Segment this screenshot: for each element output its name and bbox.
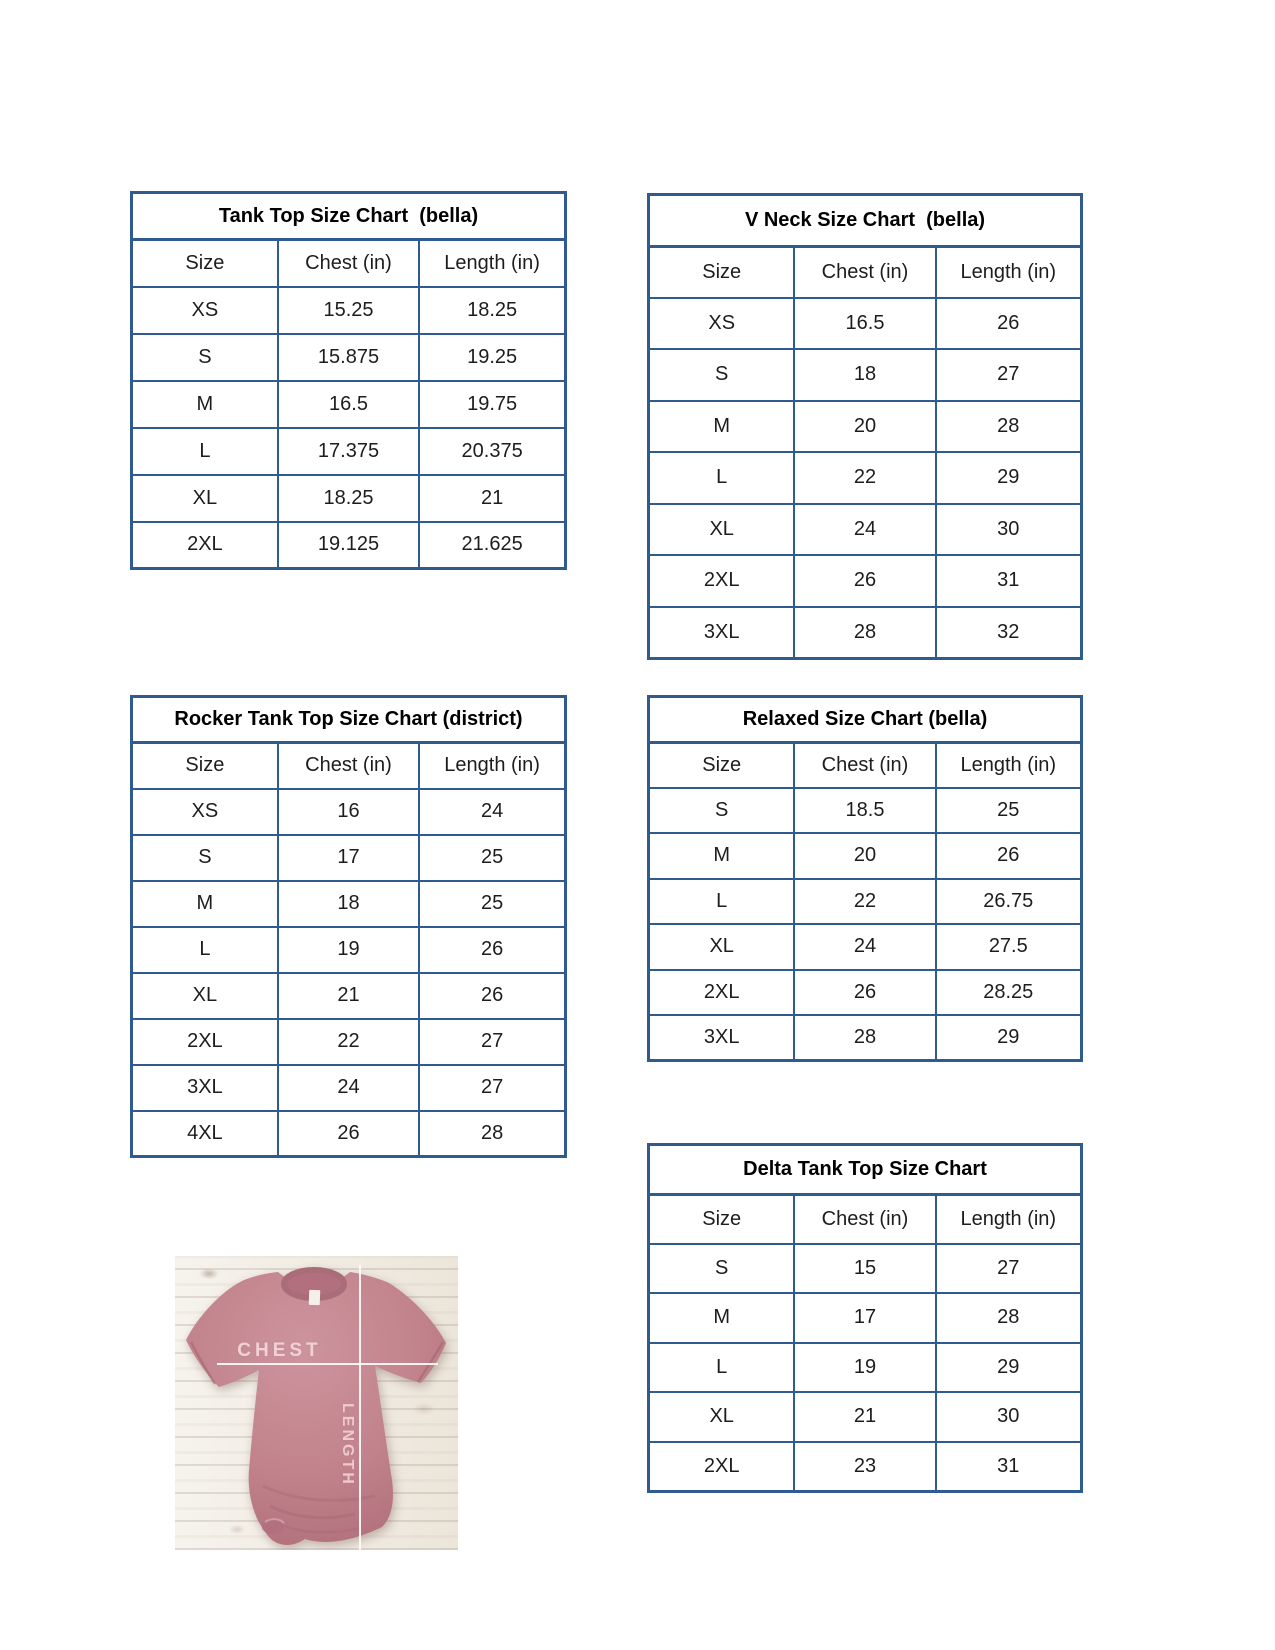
table-row [649, 1392, 1082, 1442]
size-cell: S [132, 835, 278, 881]
table-row [132, 835, 566, 881]
table-title: Rocker Tank Top Size Chart (district) [130, 695, 567, 741]
length-label: LENGTH [339, 1403, 357, 1487]
size-cell: S [132, 334, 278, 381]
v-neck-grid-container [647, 245, 1083, 660]
care-label [309, 1290, 321, 1305]
length-value-cell: 19.25 [419, 334, 565, 381]
chest-value-cell: 23 [794, 1442, 935, 1492]
size-header: Size [649, 742, 795, 788]
length-value-cell: 26.75 [936, 879, 1082, 925]
chest-value-cell: 18 [794, 349, 935, 401]
size-cell: 2XL [649, 1442, 795, 1492]
length-value-cell: 26 [936, 298, 1082, 350]
size-cell: XL [649, 1392, 795, 1442]
length-value-cell: 28 [936, 1293, 1082, 1343]
size-cell: S [649, 1244, 795, 1294]
size-cell: L [132, 428, 278, 475]
chest-value-cell: 24 [794, 504, 935, 556]
length-value-cell: 18.25 [419, 287, 565, 334]
size-cell: 2XL [132, 522, 278, 569]
chest-value-cell: 26 [794, 555, 935, 607]
rocker-grid-container [130, 741, 567, 1158]
length-value-cell: 30 [936, 504, 1082, 556]
size-cell: M [649, 1293, 795, 1343]
chest-value-cell: 18 [278, 881, 419, 927]
chest-header: Chest (in) [794, 742, 935, 788]
length-value-cell: 27 [419, 1019, 565, 1065]
length-value-cell: 26 [936, 833, 1082, 879]
chest-value-cell: 19 [278, 927, 419, 973]
table-title: Relaxed Size Chart (bella) [647, 695, 1083, 741]
v-neck-grid [647, 245, 1083, 660]
chest-header: Chest (in) [794, 246, 935, 298]
size-header: Size [132, 743, 278, 789]
size-cell: S [649, 349, 795, 401]
size-cell: XL [649, 504, 795, 556]
tshirt-graphic [175, 1256, 458, 1550]
length-value-cell: 26 [419, 927, 565, 973]
size-header: Size [649, 1194, 795, 1244]
chest-value-cell: 15 [794, 1244, 935, 1294]
length-header: Length (in) [419, 240, 565, 287]
length-value-cell: 20.375 [419, 428, 565, 475]
length-value-cell: 24 [419, 789, 565, 835]
size-cell: L [649, 879, 795, 925]
size-cell: L [649, 1343, 795, 1393]
v-neck-size-chart-table [647, 193, 1083, 660]
length-value-cell: 21.625 [419, 522, 565, 569]
chest-value-cell: 18.5 [794, 788, 935, 834]
table-row [649, 1442, 1082, 1492]
table-row [649, 401, 1082, 453]
chest-value-cell: 20 [794, 833, 935, 879]
table-row [649, 833, 1082, 879]
header-row [649, 246, 1082, 298]
size-header: Size [649, 246, 795, 298]
delta-tank-top-grid [647, 1193, 1083, 1493]
table-row [649, 555, 1082, 607]
tank-top-grid [130, 238, 567, 570]
table-row [132, 287, 566, 334]
length-value-cell: 29 [936, 1015, 1082, 1061]
length-value-cell: 29 [936, 452, 1082, 504]
table-row [132, 1019, 566, 1065]
table-row [649, 1343, 1082, 1393]
chest-value-cell: 16 [278, 789, 419, 835]
tshirt-body [186, 1270, 446, 1545]
table-row [132, 881, 566, 927]
table-row [132, 927, 566, 973]
chest-value-cell: 24 [794, 924, 935, 970]
size-cell: 3XL [132, 1065, 278, 1111]
table-row [132, 522, 566, 569]
chest-value-cell: 21 [278, 973, 419, 1019]
size-header: Size [132, 240, 278, 287]
header-row [132, 240, 566, 287]
chest-value-cell: 16.5 [794, 298, 935, 350]
chest-header: Chest (in) [278, 743, 419, 789]
size-cell: XL [132, 973, 278, 1019]
tank-top-grid-container [130, 238, 567, 570]
chest-value-cell: 17.375 [278, 428, 419, 475]
header-row [132, 743, 566, 789]
length-value-cell: 25 [419, 881, 565, 927]
chest-value-cell: 21 [794, 1392, 935, 1442]
chest-header: Chest (in) [278, 240, 419, 287]
length-value-cell: 32 [936, 607, 1082, 659]
length-value-cell: 19.75 [419, 381, 565, 428]
length-value-cell: 25 [419, 835, 565, 881]
size-cell: XS [132, 789, 278, 835]
table-row [132, 973, 566, 1019]
length-value-cell: 29 [936, 1343, 1082, 1393]
table-row [649, 452, 1082, 504]
chest-value-cell: 28 [794, 607, 935, 659]
length-value-cell: 31 [936, 1442, 1082, 1492]
header-row [649, 742, 1082, 788]
rocker-tank-top-size-chart-table [130, 695, 567, 1158]
table-row [132, 1111, 566, 1157]
length-value-cell: 26 [419, 973, 565, 1019]
chest-label: CHEST [237, 1339, 322, 1361]
chest-value-cell: 17 [278, 835, 419, 881]
table-row [649, 1293, 1082, 1343]
table-title: Tank Top Size Chart (bella) [130, 191, 567, 238]
size-cell: M [649, 401, 795, 453]
length-value-cell: 31 [936, 555, 1082, 607]
size-cell: 4XL [132, 1111, 278, 1157]
length-value-cell: 27 [936, 1244, 1082, 1294]
table-row [649, 298, 1082, 350]
table-row [132, 334, 566, 381]
chest-value-cell: 17 [794, 1293, 935, 1343]
size-cell: XS [649, 298, 795, 350]
rocker-tank-top-grid [130, 741, 567, 1158]
length-header: Length (in) [419, 743, 565, 789]
table-row [132, 1065, 566, 1111]
relaxed-grid [647, 741, 1083, 1063]
relaxed-size-chart-table [647, 695, 1083, 1062]
length-value-cell: 21 [419, 475, 565, 522]
table-row [132, 789, 566, 835]
size-cell: 2XL [649, 555, 795, 607]
table-row [649, 879, 1082, 925]
length-header: Length (in) [936, 246, 1082, 298]
chest-value-cell: 26 [794, 970, 935, 1016]
length-value-cell: 28 [419, 1111, 565, 1157]
chest-value-cell: 22 [794, 879, 935, 925]
table-row [649, 607, 1082, 659]
length-header: Length (in) [936, 1194, 1082, 1244]
chest-value-cell: 20 [794, 401, 935, 453]
size-cell: 3XL [649, 607, 795, 659]
table-row [649, 1015, 1082, 1061]
length-header: Length (in) [936, 742, 1082, 788]
chest-value-cell: 28 [794, 1015, 935, 1061]
table-row [132, 428, 566, 475]
tshirt-measurement-photo [175, 1256, 458, 1550]
size-cell: L [649, 452, 795, 504]
delta-tank-top-size-chart-table [647, 1143, 1083, 1493]
length-value-cell: 25 [936, 788, 1082, 834]
length-value-cell: 27 [936, 349, 1082, 401]
table-row [649, 788, 1082, 834]
chest-value-cell: 16.5 [278, 381, 419, 428]
chest-value-cell: 24 [278, 1065, 419, 1111]
header-row [649, 1194, 1082, 1244]
size-cell: 2XL [649, 970, 795, 1016]
size-cell: L [132, 927, 278, 973]
table-row [649, 924, 1082, 970]
chest-measure-line [217, 1363, 438, 1365]
chest-value-cell: 19 [794, 1343, 935, 1393]
size-cell: XL [132, 475, 278, 522]
length-value-cell: 28 [936, 401, 1082, 453]
delta-grid-container [647, 1193, 1083, 1493]
size-cell: XL [649, 924, 795, 970]
length-value-cell: 27.5 [936, 924, 1082, 970]
chest-value-cell: 15.875 [278, 334, 419, 381]
chest-value-cell: 22 [278, 1019, 419, 1065]
length-value-cell: 28.25 [936, 970, 1082, 1016]
size-cell: S [649, 788, 795, 834]
table-title: V Neck Size Chart (bella) [647, 193, 1083, 245]
tank-top-size-chart-table [130, 191, 567, 570]
table-row [649, 349, 1082, 401]
chest-value-cell: 18.25 [278, 475, 419, 522]
table-row [649, 504, 1082, 556]
length-value-cell: 27 [419, 1065, 565, 1111]
length-value-cell: 30 [936, 1392, 1082, 1442]
table-row [132, 381, 566, 428]
chest-value-cell: 26 [278, 1111, 419, 1157]
size-cell: XS [132, 287, 278, 334]
relaxed-grid-container [647, 741, 1083, 1063]
chest-value-cell: 22 [794, 452, 935, 504]
table-title: Delta Tank Top Size Chart [647, 1143, 1083, 1193]
size-cell: M [132, 881, 278, 927]
size-cell: M [649, 833, 795, 879]
chest-value-cell: 15.25 [278, 287, 419, 334]
size-cell: 2XL [132, 1019, 278, 1065]
chest-header: Chest (in) [794, 1194, 935, 1244]
table-row [132, 475, 566, 522]
length-measure-line [359, 1265, 361, 1550]
size-cell: M [132, 381, 278, 428]
size-cell: 3XL [649, 1015, 795, 1061]
table-row [649, 970, 1082, 1016]
chest-value-cell: 19.125 [278, 522, 419, 569]
table-row [649, 1244, 1082, 1294]
